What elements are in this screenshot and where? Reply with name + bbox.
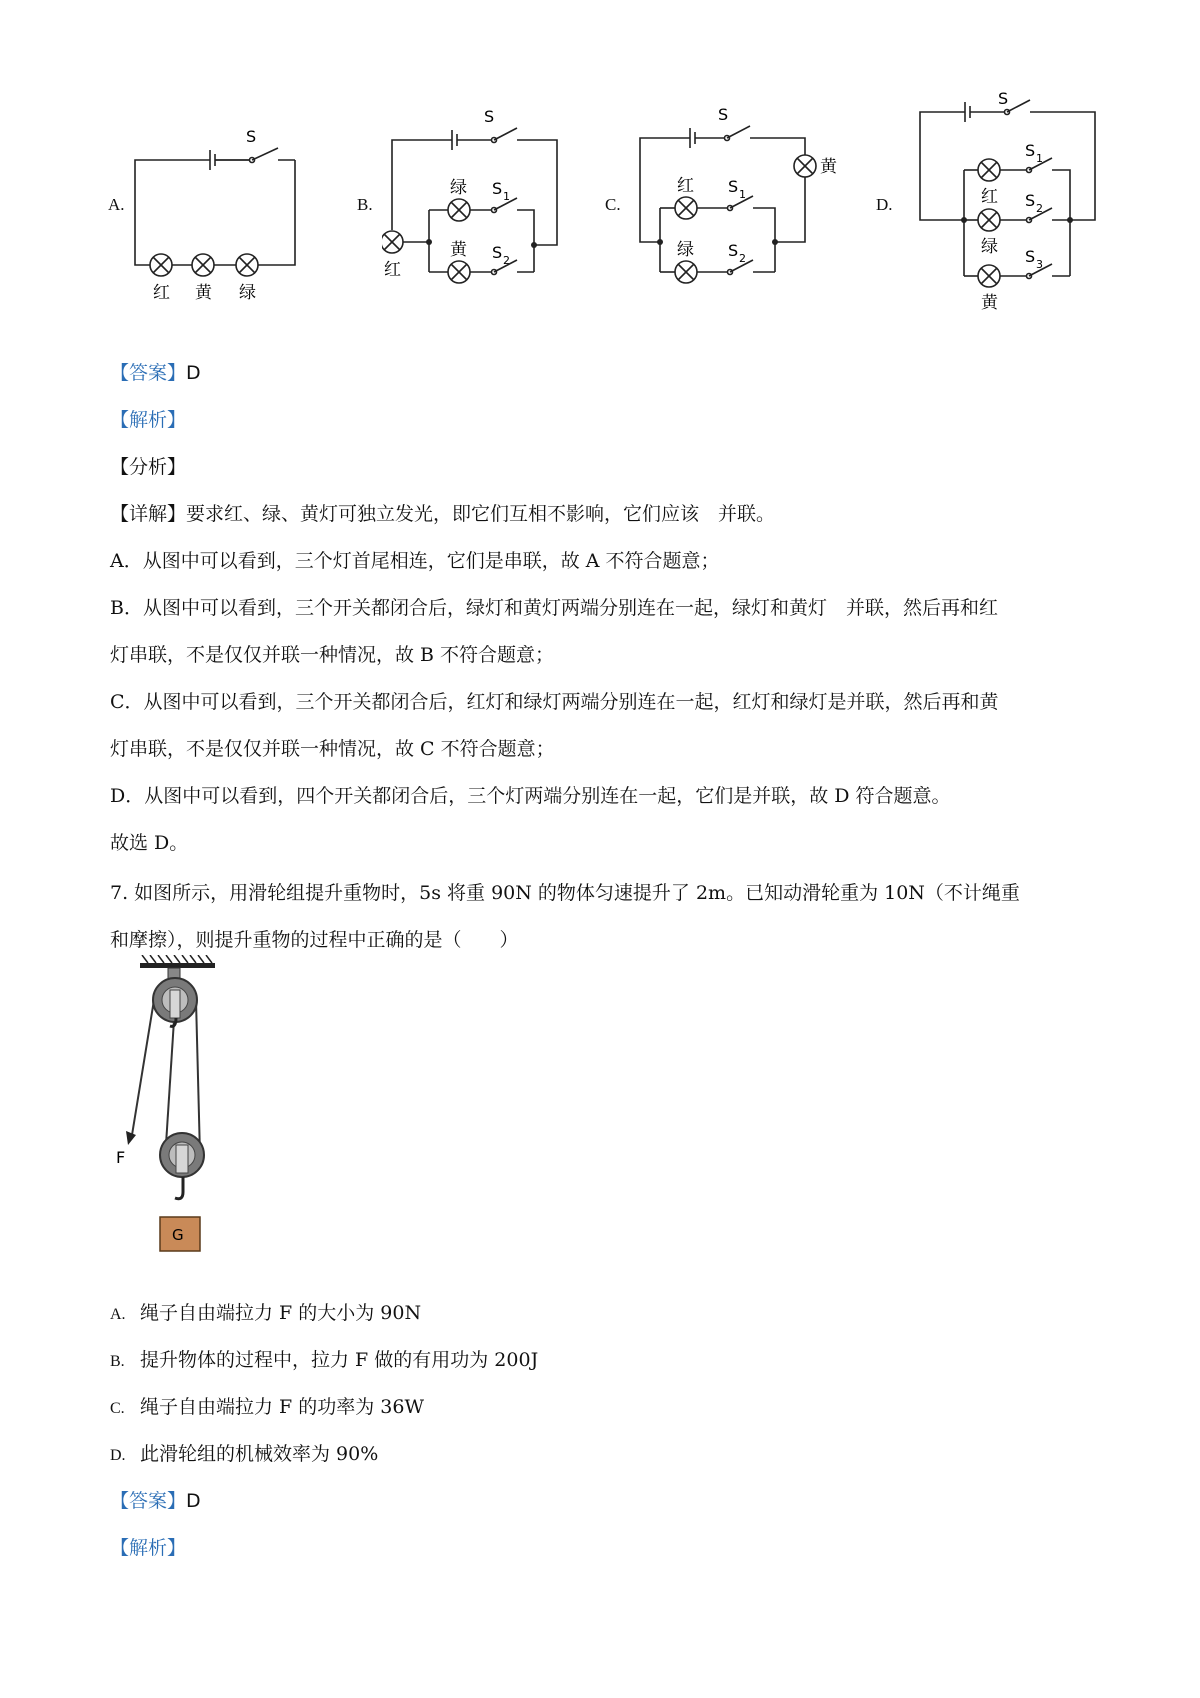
answer-value: D [186,1490,201,1512]
q7-choice-b [110,1345,538,1372]
lamp-label-red: 红 [981,187,998,207]
circuit-c-diagram [630,90,910,310]
q7-stem-1: 7. 如图所示，用滑轮组提升重物时，5s 将重 90N 的物体匀速提升了 2m。已知动滑轮重为 10N（不计绳重 [110,882,1020,904]
choice-key: A. [110,1306,126,1323]
switch-s2-label: S [1025,191,1036,210]
option-d-label: D. [876,195,893,214]
switch-s1-sub: 1 [1036,152,1043,165]
lamp-label-green: 绿 [450,178,467,198]
lamp-red-icon [150,254,172,276]
movable-pulley-icon [160,1133,204,1199]
fenxi-tag: 【分析】 [110,456,187,478]
lamp-label-yellow: 黄 [981,293,998,313]
option-b-explanation-1: B．从图中可以看到，三个开关都闭合后，绿灯和黄灯两端分别连在一起，绿灯和黄灯 并联，然后再和红 [110,597,998,619]
switch-s3-sub: 3 [1036,258,1043,271]
circuit-a-diagram [130,90,360,310]
conclusion: 故选 D。 [110,832,189,854]
weight-label: G [172,1226,184,1244]
lamp-green-icon [978,209,1000,231]
lamp-label-red: 红 [384,260,401,280]
analysis-tag: 【解析】 [110,1537,187,1559]
answer-tag: 【答案】 [110,1490,187,1512]
lamp-green-icon [448,199,470,221]
switch-s2-sub: 2 [503,254,510,267]
circuit-options [100,90,1130,330]
circuit-d-diagram [910,90,1130,330]
q7-choice-c [110,1392,424,1419]
q7-stem-2: 和摩擦），则提升重物的过程中正确的是（ ） [110,929,519,951]
option-a-label: A. [108,195,125,214]
lamp-red-icon [675,197,697,219]
option-c-label: C. [605,195,621,214]
lamp-label-red: 红 [153,283,170,303]
switch-s1-label: S [728,177,739,196]
switch-label: S [484,107,495,126]
switch-s2-label: S [728,241,739,260]
analysis-tag: 【解析】 [110,409,187,431]
choice-key: B. [110,1353,125,1370]
answer-value: D [186,362,201,384]
detail-text: 【详解】要求红、绿、黄灯可独立发光，即它们互相不影响，它们应该 并联。 [110,503,776,525]
option-d-explanation: D．从图中可以看到，四个开关都闭合后，三个灯两端分别连在一起，它们是并联，故 D 符合题意。 [110,785,951,807]
lamp-green-icon [236,254,258,276]
lamp-yellow-icon [978,265,1000,287]
choice-text: 绳子自由端拉力 F 的功率为 36W [140,1396,425,1418]
choice-text: 提升物体的过程中，拉力 F 做的有用功为 200J [140,1349,539,1371]
fixed-pulley-icon [153,968,197,1026]
choice-text: 绳子自由端拉力 F 的大小为 90N [140,1302,422,1324]
switch-s1-label: S [1025,141,1036,160]
lamp-label-red: 红 [677,176,694,196]
switch-s2-sub: 2 [739,252,746,265]
choice-text: 此滑轮组的机械效率为 90% [140,1443,379,1465]
switch-s1-sub: 1 [739,188,746,201]
q7-choice-a [110,1298,421,1325]
q7-answer-line [110,1486,201,1513]
q7-choice-d [110,1439,378,1466]
lamp-label-green: 绿 [239,283,256,303]
choice-key: C. [110,1400,125,1417]
force-arrow-icon [126,1131,136,1145]
lamp-yellow-icon [192,254,214,276]
lamp-label-green: 绿 [677,240,694,260]
lamp-red-icon [978,159,1000,181]
lamp-label-yellow: 黄 [820,157,837,177]
ceiling-icon [140,955,215,968]
switch-label: S [998,90,1009,108]
lamp-red-icon [382,231,403,253]
switch-s2-label: S [492,243,503,262]
switch-label: S [718,105,729,124]
switch-s1-sub: 1 [503,190,510,203]
q6-answer-line [110,358,201,385]
force-label: F [116,1148,126,1167]
pulley-figure [110,955,260,1275]
circuit-b-diagram [382,90,612,310]
option-a-explanation: A．从图中可以看到，三个灯首尾相连，它们是串联，故 A 不符合题意； [110,550,720,572]
lamp-yellow-icon [448,261,470,283]
answer-tag: 【答案】 [110,362,187,384]
lamp-label-yellow: 黄 [195,283,212,303]
lamp-green-icon [675,261,697,283]
option-c-explanation-2: 灯串联，不是仅仅并联一种情况，故 C 不符合题意； [110,738,555,760]
option-c-explanation-1: C．从图中可以看到，三个开关都闭合后，红灯和绿灯两端分别连在一起，红灯和绿灯是并联，然后再和黄 [110,691,999,713]
lamp-yellow-icon [794,155,816,177]
switch-label: S [246,127,257,146]
switch-s2-sub: 2 [1036,202,1043,215]
switch-s1-label: S [492,179,503,198]
option-b-label: B. [357,195,373,214]
switch-s3-label: S [1025,247,1036,266]
option-b-explanation-2: 灯串联，不是仅仅并联一种情况，故 B 不符合题意； [110,644,555,666]
choice-key: D. [110,1447,126,1464]
lamp-label-green: 绿 [981,237,998,257]
lamp-label-yellow: 黄 [450,240,467,260]
